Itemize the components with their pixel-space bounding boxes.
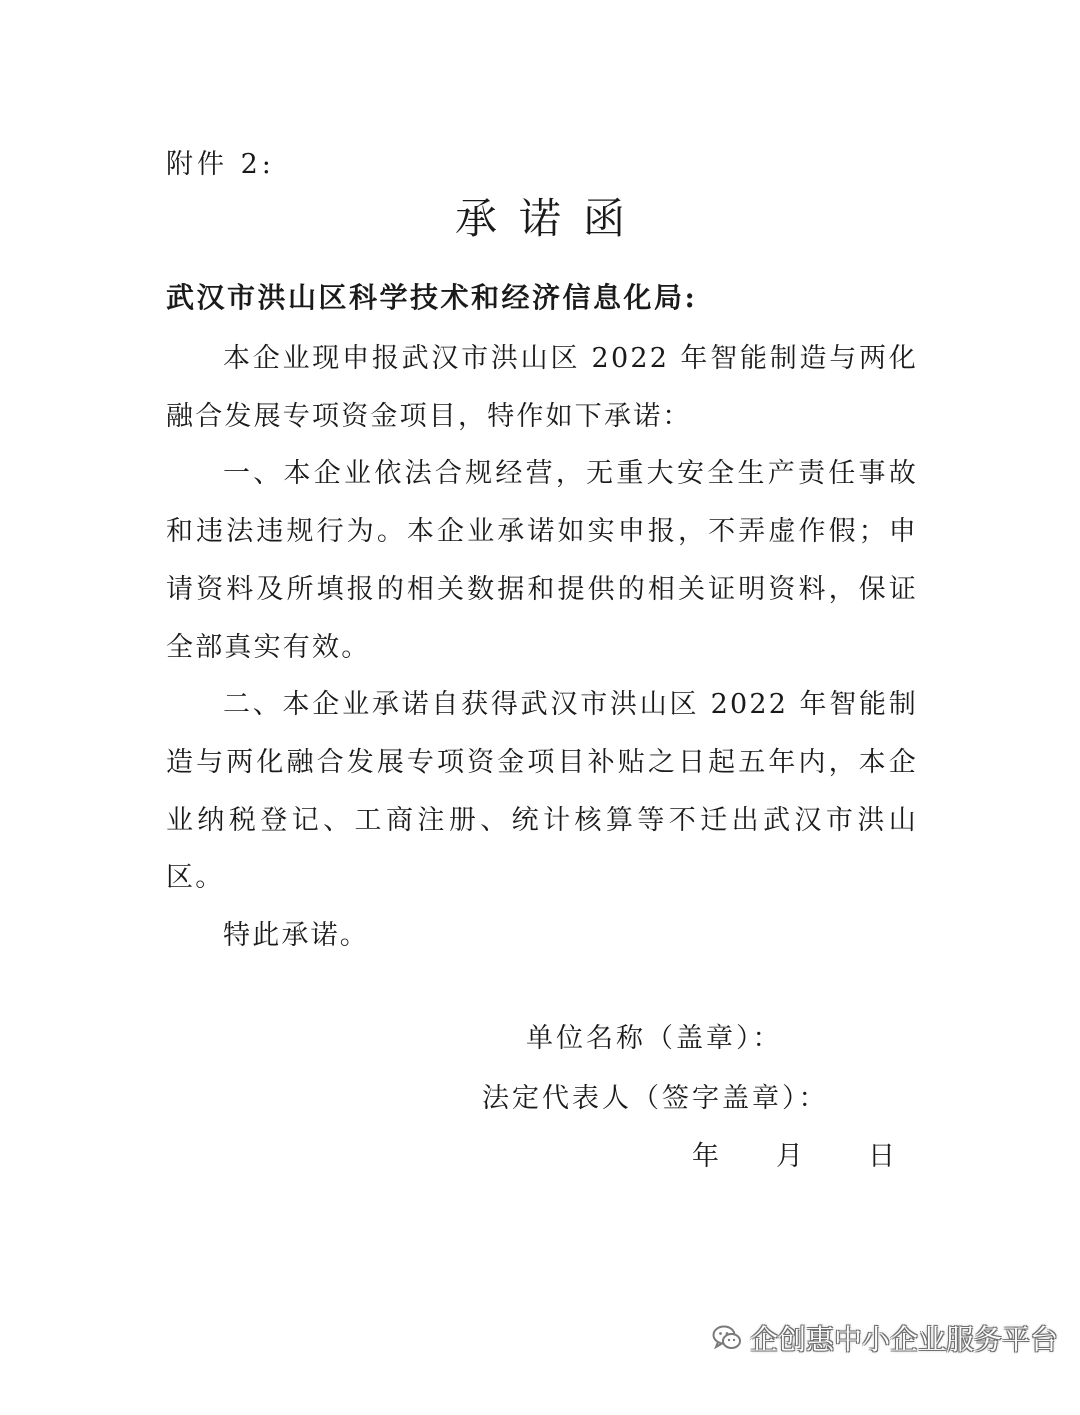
date-day-label: 日 — [868, 1141, 895, 1172]
closing-paragraph: 特此承诺。 — [223, 920, 369, 952]
watermark — [712, 1318, 1058, 1358]
watermark-text: 企创惠中小企业服务平台 — [750, 1323, 1059, 1356]
commitment-one-paragraph: 一、本企业依法合规经营，无重大安全生产责任事故和违法违规行为。本企业承诺如实申报，不弄虚作假；申请资料及所填报的相关数据和提供的相关证明资料，保证全部真实有效。 — [166, 458, 918, 663]
document-body — [166, 330, 918, 965]
date-year-label: 年 — [692, 1141, 719, 1172]
page-title: 承诺函 — [454, 194, 647, 243]
legal-representative-label: 法定代表人（签字盖章）： — [482, 1083, 829, 1114]
date-month-label: 月 — [776, 1141, 803, 1172]
unit-name-label: 单位名称（盖章）： — [526, 1023, 783, 1054]
wechat-icon — [712, 1324, 742, 1352]
commitment-two-paragraph: 二、本企业承诺自获得武汉市洪山区 2022 年智能制造与两化融合发展专项资金项目补贴之日起五年内，本企业纳税登记、工商注册、统计核算等不迁出武汉市洪山区。 — [166, 689, 918, 894]
intro-paragraph: 本企业现申报武汉市洪山区 2022 年智能制造与两化融合发展专项资金项目，特作如下承诺： — [166, 343, 918, 432]
recipient-line: 武汉市洪山区科学技术和经济信息化局: — [166, 281, 698, 314]
attachment-label: 附件 2: — [166, 149, 275, 180]
